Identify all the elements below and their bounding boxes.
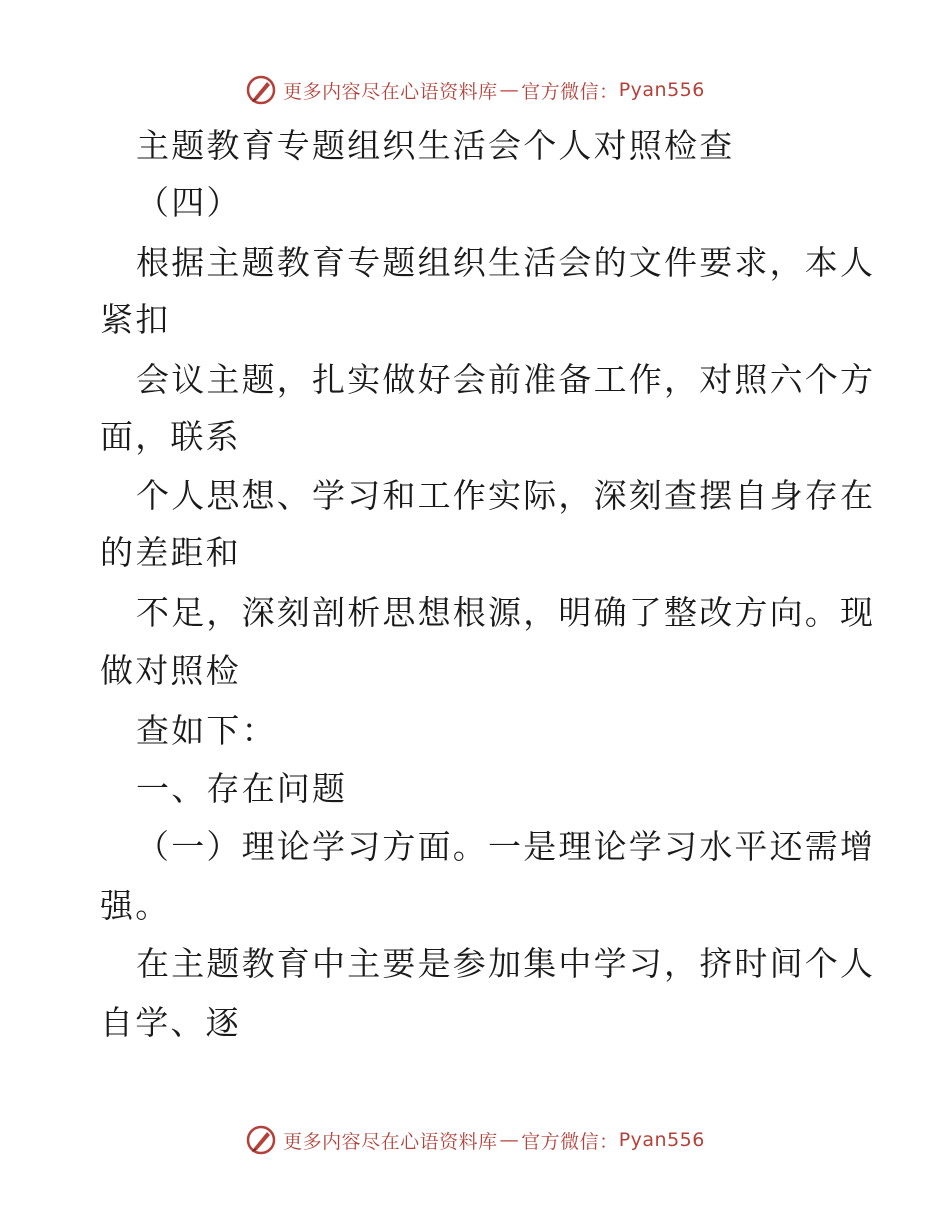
paragraph-line: 做对照检 bbox=[100, 651, 241, 690]
watermark-separator: — bbox=[499, 1129, 520, 1151]
footer-watermark bbox=[0, 1120, 950, 1160]
paragraph-line: 的差距和 bbox=[100, 533, 241, 572]
watermark-separator: — bbox=[499, 79, 520, 101]
watermark-wechat-id: Pyan556 bbox=[618, 1129, 705, 1151]
watermark-wechat-label: 官方微信： bbox=[521, 1130, 619, 1153]
paragraph-line: 个人思想、学习和工作实际，深刻查摆自身存在 bbox=[136, 476, 876, 515]
paragraph-line: 自学、逐 bbox=[100, 1003, 241, 1042]
section-heading: 一、存在问题 bbox=[136, 769, 348, 808]
paragraph-line: 在主题教育中主要是参加集中学习，挤时间个人 bbox=[136, 944, 876, 983]
paragraph-line: 不足，深刻剖析思想根源，明确了整改方向。现 bbox=[136, 593, 876, 632]
paragraph-line: （一）理论学习方面。一是理论学习水平还需增 bbox=[136, 827, 876, 866]
watermark-brand-text: 更多内容尽在心语资料库 bbox=[283, 80, 498, 103]
document-subtitle: （四） bbox=[136, 183, 242, 222]
document-title: 主题教育专题组织生活会个人对照检查 bbox=[136, 126, 735, 165]
header-watermark bbox=[0, 70, 950, 110]
paragraph-line: 查如下： bbox=[136, 711, 277, 750]
watermark-wechat-id: Pyan556 bbox=[618, 79, 705, 101]
quill-pen-icon bbox=[245, 1124, 277, 1156]
watermark-wechat-label: 官方微信： bbox=[521, 80, 619, 103]
paragraph-line: 会议主题，扎实做好会前准备工作，对照六个方 bbox=[136, 360, 876, 399]
paragraph-line: 强。 bbox=[100, 886, 171, 925]
watermark-brand-text: 更多内容尽在心语资料库 bbox=[283, 1130, 498, 1153]
paragraph-line: 紧扣 bbox=[100, 300, 171, 339]
paragraph-line: 根据主题教育专题组织生活会的文件要求，本人 bbox=[136, 243, 876, 282]
quill-pen-icon bbox=[245, 74, 277, 106]
paragraph-line: 面，联系 bbox=[100, 417, 241, 456]
